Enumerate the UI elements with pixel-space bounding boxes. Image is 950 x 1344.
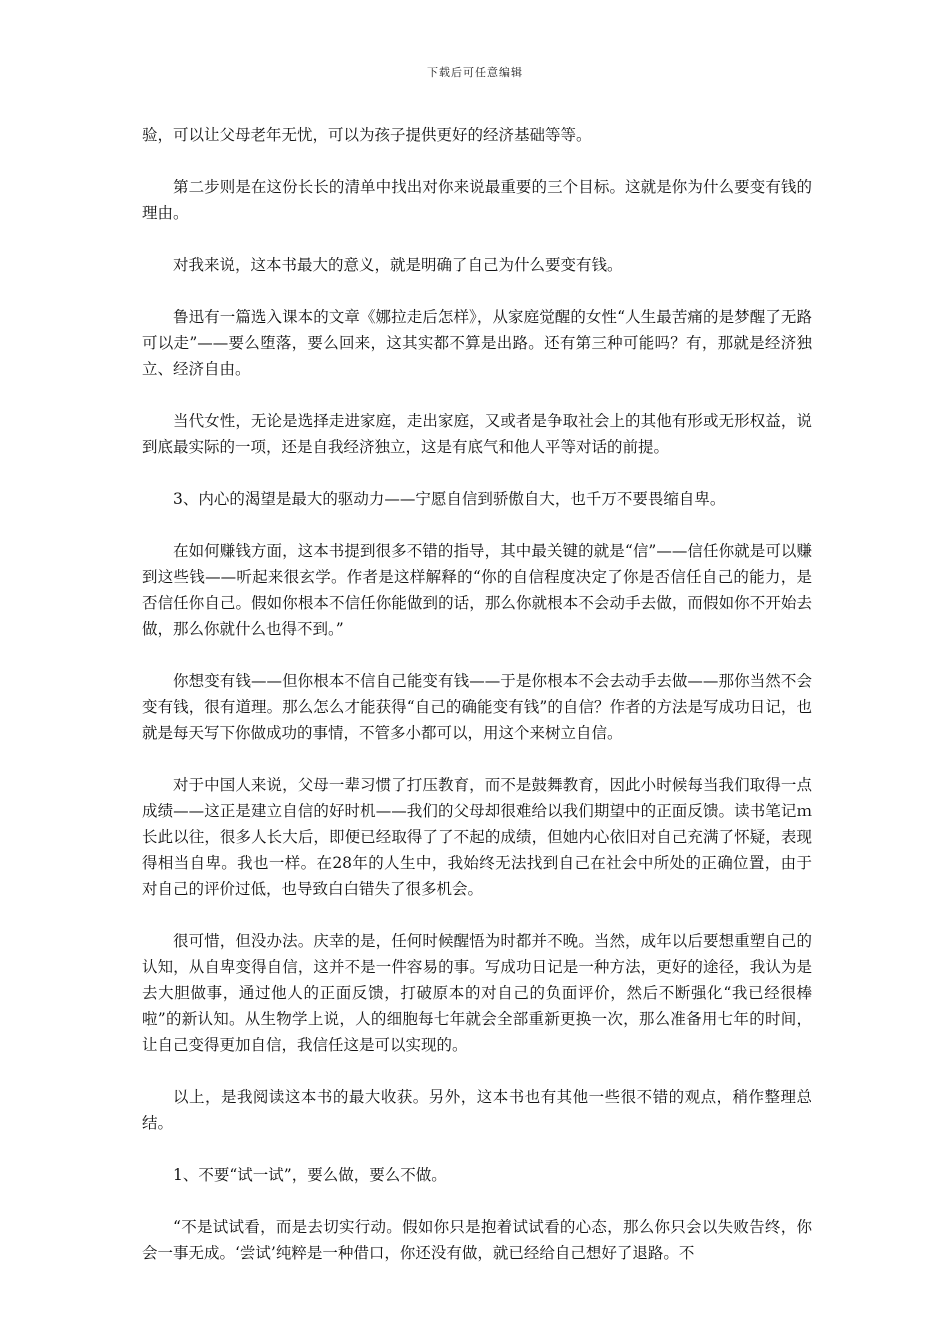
paragraph: “不是试试看，而是去切实行动。假如你只是抱着试试看的心态，那么你只会以失败告终，你会一事无成。‘尝试’纯粹是一种借口，你还没有做，就已经给自己想好了退路。不 <box>142 1218 812 1262</box>
section-heading: 1、不要“试一试”，要么做，要么不做。 <box>173 1166 447 1184</box>
paragraph: 你想变有钱——但你根本不信自己能变有钱——于是你根本不会去动手去做——那你当然不会变有钱，很有道理。那么怎么才能获得“自己的确能变有钱”的自信？作者的方法是写成功日记，也就是每天写下你做成功的事情，不管多小都可以，用这个来树立自信。 <box>142 672 812 742</box>
paragraph: 以上，是我阅读这本书的最大收获。另外，这本书也有其他一些很不错的观点，稍作整理总结。 <box>142 1088 812 1132</box>
paragraph: 第二步则是在这份长长的清单中找出对你来说最重要的三个目标。这就是你为什么要变有钱的理由。 <box>142 178 812 222</box>
document-body <box>142 122 812 1292</box>
paragraph: 在如何赚钱方面，这本书提到很多不错的指导，其中最关键的就是“信”——信任你就是可以赚到这些钱——听起来很玄学。作者是这样解释的“你的自信程度决定了你是否信任自己的能力，是否信任你自己。假如你根本不信任你能做到的话，那么你就根本不会动手去做，而假如你不开始去做，那么你就什么也得不到。” <box>142 542 812 638</box>
paragraph: 对我来说，这本书最大的意义，就是明确了自己为什么要变有钱。 <box>173 256 623 274</box>
page-header: 下载后可任意编辑 <box>427 66 523 79</box>
section-heading: 3、内心的渴望是最大的驱动力——宁愿自信到骄傲自大，也千万不要畏缩自卑。 <box>173 490 726 508</box>
paragraph: 当代女性，无论是选择走进家庭，走出家庭，又或者是争取社会上的其他有形或无形权益，说到底最实际的一项，还是自我经济独立，这是有底气和他人平等对话的前提。 <box>142 412 812 456</box>
paragraph: 验，可以让父母老年无忧，可以为孩子提供更好的经济基础等等。 <box>142 126 592 144</box>
paragraph: 很可惜，但没办法。庆幸的是，任何时候醒悟为时都并不晚。当然，成年以后要想重塑自己的认知，从自卑变得自信，这并不是一件容易的事。写成功日记是一种方法，更好的途径，我认为是去大胆做事，通过他人的正面反馈，打破原本的对自己的负面评价，然后不断强化“我已经很棒啦”的新认知。从生物学上说，人的细胞每七年就会全部重新更换一次，那么准备用七年的时间，让自己变得更加自信，我信任这是可以实现的。 <box>142 932 812 1054</box>
paragraph: 对于中国人来说，父母一辈习惯了打压教育，而不是鼓舞教育，因此小时候每当我们取得一点成绩——这正是建立自信的好时机——我们的父母却很难给以我们期望中的正面反馈。读书笔记ｍ长此以往，很多人长大后，即便已经取得了了不起的成绩，但她内心依旧对自己充满了怀疑，表现得相当自卑。我也一样。在28年的人生中，我始终无法找到自己在社会中所处的正确位置，由于对自己的评价过低，也导致白白错失了很多机会。 <box>142 776 812 898</box>
paragraph: 鲁迅有一篇选入课本的文章《娜拉走后怎样》，从家庭觉醒的女性“人生最苦痛的是梦醒了无路可以走”——要么堕落，要么回来，这其实都不算是出路。还有第三种可能吗？有，那就是经济独立、经济自由。 <box>142 308 812 378</box>
